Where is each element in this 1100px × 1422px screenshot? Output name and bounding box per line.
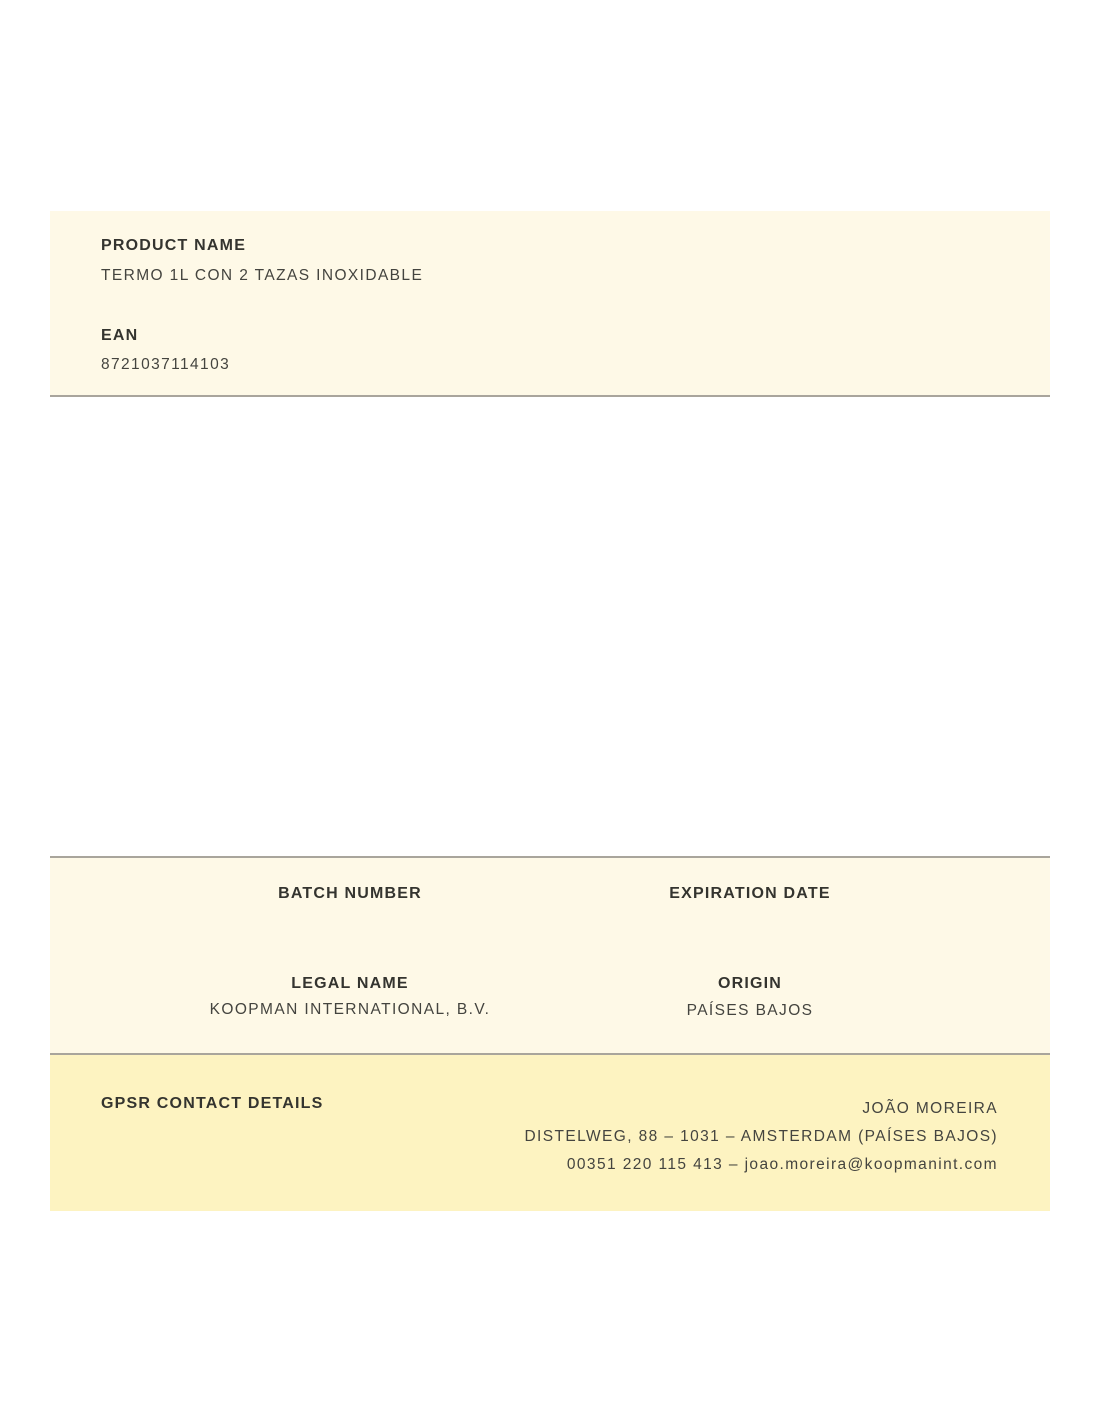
- contact-phone-email: 00351 220 115 413 – joao.moreira@koopmanint.com: [566, 1156, 998, 1173]
- product-name-label: PRODUCT NAME: [101, 237, 247, 254]
- contact-name: JOÃO MOREIRA: [862, 1100, 998, 1117]
- legal-name-block: [150, 975, 550, 1019]
- origin-label: ORIGIN: [717, 975, 783, 992]
- product-details-panel: [50, 856, 1050, 1055]
- ean-label: EAN: [101, 327, 139, 344]
- batch-number-block: [150, 885, 550, 903]
- expiration-date-block: [550, 885, 950, 903]
- expiration-date-label: EXPIRATION DATE: [669, 885, 831, 902]
- gpsr-contact-label: GPSR CONTACT DETAILS: [101, 1095, 324, 1112]
- legal-name-value: KOOPMAN INTERNATIONAL, B.V.: [209, 1001, 491, 1018]
- origin-block: [550, 975, 950, 1020]
- legal-name-label: LEGAL NAME: [291, 975, 409, 992]
- contact-details: [524, 1095, 998, 1179]
- batch-number-label: BATCH NUMBER: [278, 885, 422, 902]
- contact-address: DISTELWEG, 88 – 1031 – AMSTERDAM (PAÍSES BAJOS): [524, 1128, 998, 1145]
- product-name-value: TERMO 1L CON 2 TAZAS INOXIDABLE: [101, 267, 424, 284]
- product-info-panel: [50, 211, 1050, 397]
- ean-value: 8721037114103: [101, 356, 231, 373]
- origin-value: PAÍSES BAJOS: [686, 1002, 814, 1019]
- gpsr-contact-panel: [50, 1055, 1050, 1211]
